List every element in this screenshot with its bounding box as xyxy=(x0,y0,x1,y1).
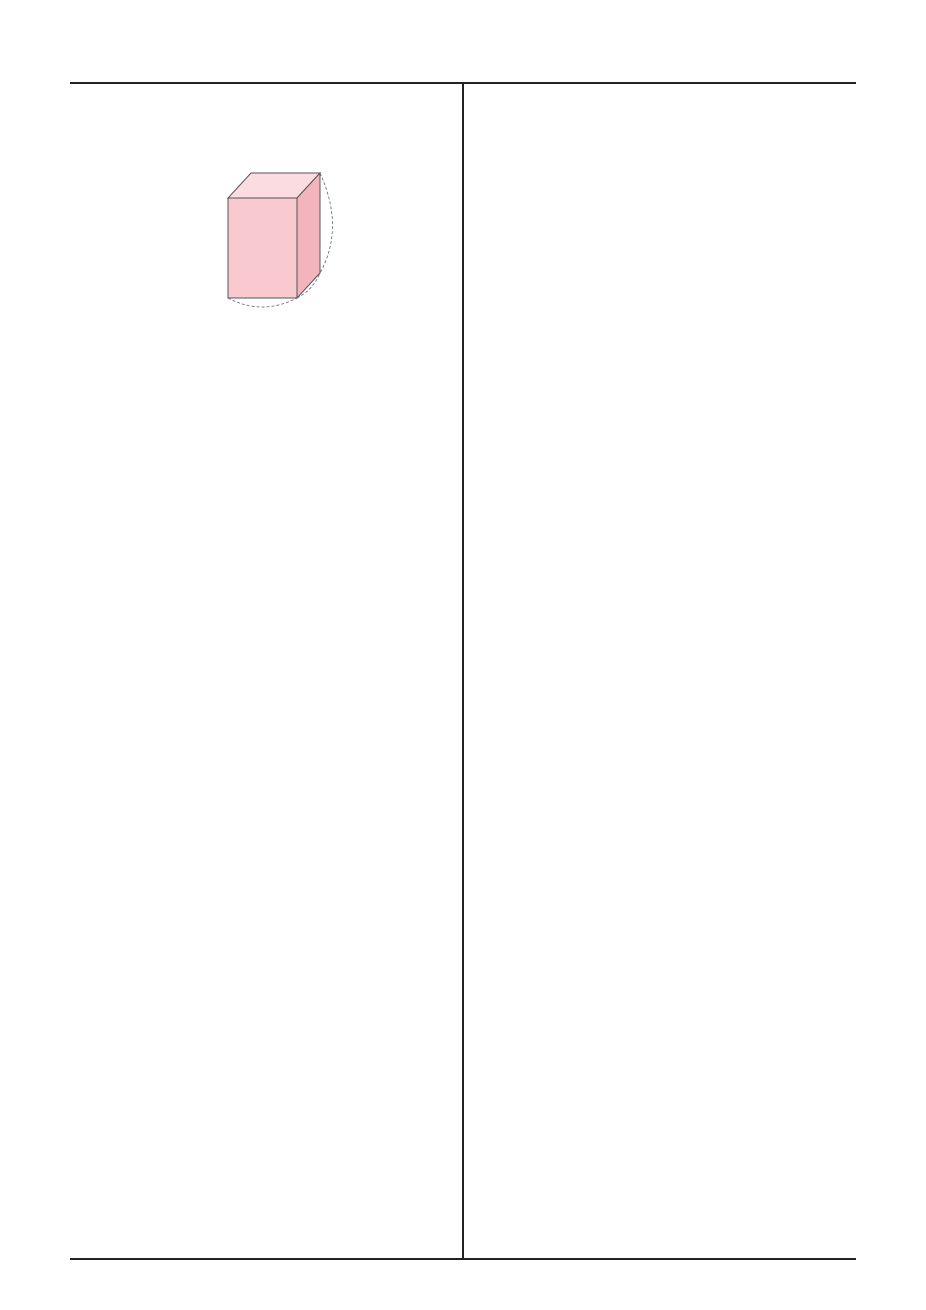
cuboid-front-face xyxy=(228,198,297,298)
cuboid-figure xyxy=(215,168,365,318)
